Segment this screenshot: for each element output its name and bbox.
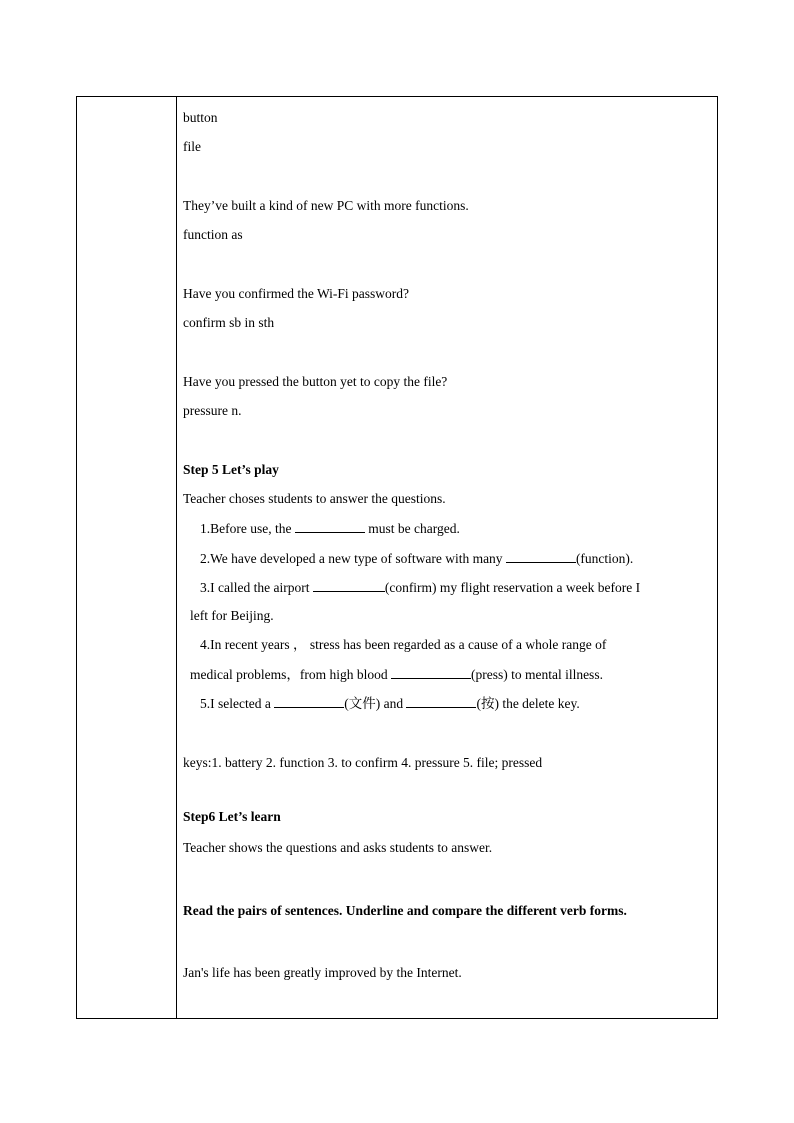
question-1-after: must be charged. (364, 521, 460, 536)
question-5-after: (按) the delete key. (476, 696, 580, 711)
answer-blank[interactable] (274, 695, 344, 708)
question-4-after: (press) to mental illness. (470, 667, 603, 682)
question-3-continued: left for Beijing. (190, 608, 274, 623)
example-sentence-1: Jan's life has been greatly improved by the Internet. (183, 965, 462, 980)
step6-heading: Step6 Let’s learn (183, 809, 281, 824)
question-1 (200, 520, 460, 537)
question-4-before: medical problems，from high blood (190, 667, 391, 682)
question-3-after: (confirm) my flight reservation a week before I (384, 580, 641, 595)
question-2 (200, 550, 633, 567)
vocab-button: button (183, 110, 218, 125)
vocab-file: file (183, 139, 201, 154)
question-5 (200, 695, 580, 712)
answer-blank[interactable] (406, 695, 476, 708)
question-4-line1: 4.In recent years ， stress has been regarded as a cause of a whole range of (200, 637, 607, 652)
question-3-before: 3.I called the airport (200, 580, 313, 595)
confirm-usage: confirm sb in sth (183, 315, 275, 330)
question-1-before: 1.Before use, the (200, 521, 295, 536)
answer-blank[interactable] (506, 550, 576, 563)
answer-blank[interactable] (391, 666, 471, 679)
step6-instruction: Read the pairs of sentences. Underline and compare the different verb forms. (183, 903, 627, 918)
function-usage: function as (183, 227, 243, 242)
answer-keys: keys:1. battery 2. function 3. to confirm 4. pressure 5. file; pressed (183, 755, 543, 770)
question-4-line2 (190, 666, 603, 683)
step6-intro: Teacher shows the questions and asks students to answer. (183, 840, 493, 855)
answer-blank[interactable] (313, 579, 385, 592)
confirm-example-sentence: Have you confirmed the Wi-Fi password? (183, 286, 410, 301)
answer-blank[interactable] (295, 520, 365, 533)
question-3 (200, 579, 640, 596)
pressure-usage: pressure n. (183, 403, 242, 418)
question-2-after: (function). (575, 551, 634, 566)
step5-intro: Teacher choses students to answer the questions. (183, 491, 446, 506)
function-example-sentence: They’ve built a kind of new PC with more functions. (183, 198, 469, 213)
step5-heading: Step 5 Let’s play (183, 462, 279, 477)
press-example-sentence: Have you pressed the button yet to copy the file? (183, 374, 448, 389)
column-divider (176, 97, 177, 1018)
question-5-before: 5.I selected a (200, 696, 275, 711)
question-2-before: 2.We have developed a new type of software with many (200, 551, 506, 566)
question-5-mid: (文件) and (344, 696, 407, 711)
